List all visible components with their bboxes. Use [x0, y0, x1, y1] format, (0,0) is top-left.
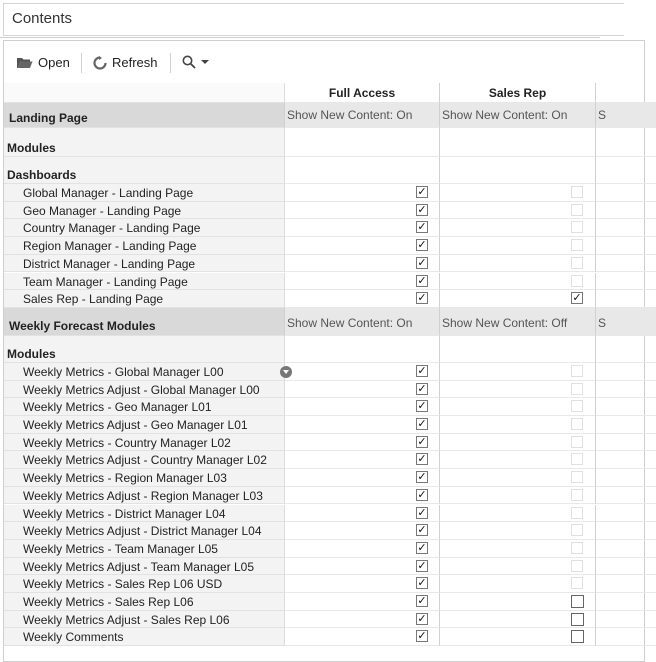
full-access-checkbox[interactable]: ✓ [417, 524, 427, 537]
item-name-cell [4, 398, 285, 416]
item-name-cell [4, 381, 285, 399]
full-access-cell [285, 593, 440, 611]
list-item [4, 540, 644, 558]
column-header-full-access [285, 83, 440, 103]
folder-open-icon [16, 56, 33, 69]
extra-cell [596, 593, 656, 611]
full-access-checkbox[interactable]: ✓ [417, 186, 427, 198]
full-access-checkbox[interactable]: ✓ [417, 221, 427, 234]
title-box [3, 3, 624, 36]
section-title: Landing Page [9, 111, 88, 125]
item-name: Weekly Metrics - Sales Rep L06 [23, 595, 194, 609]
extra-cell [596, 290, 656, 308]
full-access-checkbox[interactable]: ✓ [417, 612, 427, 625]
full-access-checkbox[interactable]: ✓ [417, 400, 427, 413]
full-access-checkbox[interactable]: ✓ [417, 382, 427, 395]
show-new-content-setting: S [598, 315, 607, 330]
refresh-icon [93, 56, 107, 70]
group-header-row [4, 336, 644, 363]
item-name-cell [4, 237, 285, 255]
group-cell [596, 336, 656, 363]
group-cell [440, 336, 596, 363]
item-name-cell [4, 487, 285, 505]
item-name-cell [4, 290, 285, 308]
list-item [4, 381, 644, 399]
full-access-checkbox[interactable]: ✓ [417, 630, 427, 643]
section-header-row [4, 308, 644, 336]
full-access-checkbox[interactable]: ✓ [417, 274, 427, 287]
column-header-blank [4, 83, 285, 103]
list-item [4, 522, 644, 540]
section-setting [596, 308, 656, 336]
list-item [4, 487, 644, 505]
sales-rep-cell [440, 575, 596, 593]
sales-rep-checkbox[interactable] [571, 524, 583, 536]
extra-cell [596, 255, 656, 273]
full-access-checkbox[interactable]: ✓ [417, 453, 427, 466]
full-access-cell [285, 505, 440, 523]
item-name-cell [4, 273, 285, 291]
sales-rep-cell [440, 416, 596, 434]
item-name-cell [4, 255, 285, 273]
search-dropdown-button[interactable] [182, 55, 209, 69]
section-setting[interactable] [285, 103, 440, 128]
full-access-cell [285, 540, 440, 558]
sales-rep-cell [440, 202, 596, 220]
title-bar [0, 0, 600, 38]
extra-cell [596, 398, 656, 416]
item-name: Team Manager - Landing Page [23, 274, 188, 289]
full-access-cell [285, 184, 440, 202]
sales-rep-checkbox[interactable] [571, 453, 583, 465]
sales-rep-checkbox[interactable] [571, 436, 583, 448]
item-name-cell [4, 184, 285, 202]
extra-cell [596, 505, 656, 523]
item-name-cell [4, 363, 285, 381]
full-access-cell [285, 611, 440, 629]
sales-rep-checkbox[interactable] [571, 418, 583, 430]
item-name: Weekly Metrics - District Manager L04 [23, 506, 226, 521]
sales-rep-cell [440, 381, 596, 399]
sales-rep-cell [440, 593, 596, 611]
item-name: Country Manager - Landing Page [23, 221, 201, 236]
list-item [4, 416, 644, 434]
toolbar [4, 41, 644, 83]
sales-rep-checkbox[interactable] [571, 383, 583, 395]
refresh-button[interactable] [93, 55, 158, 70]
sales-rep-checkbox[interactable] [571, 560, 583, 572]
column-header-label: Sales Rep [488, 86, 547, 100]
chevron-down-icon [201, 59, 209, 65]
list-item [4, 398, 644, 416]
window-title: Contents [12, 10, 73, 27]
extra-cell [596, 469, 656, 487]
extra-cell [596, 273, 656, 291]
group-cell [440, 157, 596, 184]
item-name: Weekly Metrics - Global Manager L00 [23, 364, 224, 379]
sales-rep-cell [440, 628, 596, 646]
full-access-cell [285, 202, 440, 220]
sales-rep-cell [440, 540, 596, 558]
sales-rep-checkbox[interactable] [571, 630, 584, 643]
item-name: Weekly Metrics Adjust - Team Manager L05 [23, 559, 254, 574]
sales-rep-cell [440, 363, 596, 381]
item-name: Geo Manager - Landing Page [23, 203, 182, 218]
extra-cell [596, 487, 656, 505]
sales-rep-cell [440, 273, 596, 291]
section-setting[interactable] [440, 308, 596, 336]
section-header [4, 308, 285, 336]
item-name-cell [4, 219, 285, 237]
sales-rep-cell [440, 184, 596, 202]
sales-rep-cell [440, 255, 596, 273]
item-name-cell [4, 628, 285, 646]
item-name-cell [4, 416, 285, 434]
toolbar-separator [170, 53, 171, 73]
item-name: Weekly Metrics - Sales Rep L06 USD [23, 577, 223, 592]
list-item [4, 273, 644, 291]
show-new-content-setting: Show New Content: On [287, 108, 413, 122]
list-item [4, 290, 644, 308]
extra-cell [596, 611, 656, 629]
open-label: Open [38, 55, 70, 70]
column-header-extra [596, 83, 656, 103]
full-access-cell [285, 381, 440, 399]
full-access-checkbox[interactable]: ✓ [417, 488, 427, 501]
list-item [4, 558, 644, 576]
sales-rep-checkbox[interactable] [571, 186, 583, 198]
group-cell [285, 128, 440, 157]
full-access-checkbox[interactable]: ✓ [417, 239, 427, 252]
column-header-sales-rep [440, 83, 596, 103]
sales-rep-checkbox[interactable] [571, 471, 583, 483]
column-header-row [4, 83, 644, 103]
item-name: Weekly Metrics - Team Manager L05 [23, 541, 218, 556]
full-access-cell [285, 398, 440, 416]
group-header [4, 157, 285, 184]
sales-rep-checkbox[interactable] [571, 577, 583, 589]
item-name: Weekly Metrics Adjust - Sales Rep L06 [23, 612, 230, 627]
extra-cell [596, 451, 656, 469]
sales-rep-cell [440, 469, 596, 487]
full-access-cell [285, 487, 440, 505]
full-access-cell [285, 575, 440, 593]
show-new-content-setting: Show New Content: On [442, 108, 568, 122]
section-setting[interactable] [440, 103, 596, 128]
sales-rep-checkbox[interactable] [571, 489, 583, 501]
list-item [4, 363, 644, 381]
group-header [4, 128, 285, 157]
group-cell [440, 128, 596, 157]
full-access-cell [285, 558, 440, 576]
item-name: Weekly Metrics - Geo Manager L01 [23, 400, 212, 415]
section-header [4, 103, 285, 128]
item-name: District Manager - Landing Page [23, 256, 196, 271]
sales-rep-checkbox[interactable] [571, 239, 583, 251]
show-new-content-setting: Show New Content: Off [442, 315, 568, 330]
group-header [4, 336, 285, 363]
sales-rep-cell [440, 290, 596, 308]
sales-rep-checkbox[interactable] [571, 365, 583, 377]
group-header-row [4, 128, 644, 157]
group-header-row [4, 157, 644, 184]
item-name: Sales Rep - Landing Page [23, 292, 164, 307]
full-access-checkbox[interactable]: ✓ [417, 364, 427, 377]
list-item [4, 611, 644, 629]
full-access-checkbox[interactable]: ✓ [417, 506, 427, 519]
sales-rep-checkbox[interactable] [571, 257, 583, 269]
item-name-cell [4, 575, 285, 593]
section-setting [596, 103, 656, 128]
group-title: Modules [7, 141, 56, 155]
sales-rep-checkbox[interactable] [571, 221, 583, 233]
list-item [4, 451, 644, 469]
sales-rep-checkbox[interactable]: ✓ [572, 292, 582, 305]
list-item [4, 505, 644, 523]
item-name-cell [4, 434, 285, 452]
section-title: Weekly Forecast Modules [9, 318, 156, 333]
item-name-cell [4, 611, 285, 629]
extra-cell [596, 628, 656, 646]
open-button[interactable] [16, 55, 70, 70]
sales-rep-cell [440, 505, 596, 523]
full-access-checkbox[interactable]: ✓ [417, 256, 427, 269]
item-name-cell [4, 505, 285, 523]
show-new-content-setting: S [598, 108, 607, 122]
full-access-checkbox[interactable]: ✓ [417, 435, 427, 448]
contents-panel [3, 40, 645, 662]
full-access-checkbox[interactable]: ✓ [417, 471, 427, 484]
extra-cell [596, 522, 656, 540]
full-access-cell [285, 219, 440, 237]
item-name-cell [4, 202, 285, 220]
sales-rep-checkbox[interactable] [571, 595, 584, 608]
item-name: Weekly Metrics Adjust - Global Manager L00 [23, 382, 260, 397]
sales-rep-cell [440, 487, 596, 505]
group-title: Dashboards [7, 168, 77, 182]
toolbar-separator [81, 53, 82, 73]
full-access-cell [285, 522, 440, 540]
full-access-cell [285, 469, 440, 487]
sales-rep-checkbox[interactable] [571, 507, 583, 519]
item-name: Weekly Metrics Adjust - Region Manager L03 [23, 488, 263, 503]
group-title: Modules [7, 346, 56, 361]
list-item [4, 593, 644, 611]
sales-rep-checkbox[interactable] [571, 275, 583, 287]
extra-cell [596, 381, 656, 399]
sales-rep-checkbox[interactable] [571, 542, 583, 554]
group-cell [596, 128, 656, 157]
full-access-cell [285, 451, 440, 469]
sales-rep-cell [440, 219, 596, 237]
list-item [4, 184, 644, 202]
sales-rep-cell [440, 398, 596, 416]
full-access-checkbox[interactable]: ✓ [417, 559, 427, 572]
group-cell [285, 157, 440, 184]
item-name-cell [4, 451, 285, 469]
search-icon [182, 55, 196, 69]
full-access-cell [285, 363, 440, 381]
sales-rep-checkbox[interactable] [571, 400, 583, 412]
list-item [4, 469, 644, 487]
list-item [4, 628, 644, 646]
extra-cell [596, 416, 656, 434]
full-access-checkbox[interactable]: ✓ [417, 541, 427, 554]
sales-rep-checkbox[interactable] [571, 613, 584, 626]
group-cell [596, 157, 656, 184]
item-name: Weekly Metrics - Region Manager L03 [23, 471, 227, 486]
refresh-label: Refresh [112, 55, 158, 70]
extra-cell [596, 558, 656, 576]
sales-rep-cell [440, 611, 596, 629]
section-header-row [4, 103, 644, 128]
full-access-checkbox[interactable]: ✓ [417, 418, 427, 430]
extra-cell [596, 575, 656, 593]
full-access-checkbox[interactable]: ✓ [417, 203, 427, 216]
group-cell [285, 336, 440, 363]
full-access-checkbox[interactable]: ✓ [417, 292, 427, 305]
list-item [4, 255, 644, 273]
column-header-label: Full Access [328, 86, 396, 100]
full-access-cell [285, 434, 440, 452]
extra-cell [596, 237, 656, 255]
list-item [4, 237, 644, 255]
item-name-cell [4, 522, 285, 540]
list-item [4, 434, 644, 452]
full-access-checkbox[interactable]: ✓ [417, 595, 427, 607]
extra-cell [596, 363, 656, 381]
extra-cell [596, 540, 656, 558]
list-item [4, 575, 644, 593]
item-name: Weekly Metrics Adjust - Country Manager L02 [23, 453, 267, 468]
sales-rep-cell [440, 558, 596, 576]
item-name: Region Manager - Landing Page [23, 239, 197, 254]
item-name: Global Manager - Landing Page [23, 186, 194, 200]
full-access-cell [285, 273, 440, 291]
item-name: Weekly Metrics - Country Manager L02 [23, 435, 231, 450]
full-access-cell [285, 255, 440, 273]
full-access-cell [285, 628, 440, 646]
item-name-cell [4, 469, 285, 487]
extra-cell [596, 219, 656, 237]
item-name-cell [4, 540, 285, 558]
show-new-content-setting: Show New Content: On [287, 315, 413, 330]
full-access-checkbox[interactable]: ✓ [417, 577, 427, 590]
extra-cell [596, 184, 656, 202]
list-item [4, 219, 644, 237]
sales-rep-cell [440, 434, 596, 452]
list-item [4, 202, 644, 220]
full-access-cell [285, 290, 440, 308]
extra-cell [596, 434, 656, 452]
full-access-cell [285, 237, 440, 255]
item-name-cell [4, 558, 285, 576]
extra-cell [596, 202, 656, 220]
item-name: Weekly Metrics Adjust - Geo Manager L01 [23, 418, 248, 432]
sales-rep-cell [440, 451, 596, 469]
sales-rep-cell [440, 522, 596, 540]
sales-rep-cell [440, 237, 596, 255]
full-access-cell [285, 416, 440, 434]
item-name-cell [4, 593, 285, 611]
sales-rep-checkbox[interactable] [571, 204, 583, 216]
section-setting[interactable] [285, 308, 440, 336]
item-name: Weekly Metrics Adjust - District Manager L04 [23, 524, 262, 539]
item-name: Weekly Comments [23, 630, 124, 645]
